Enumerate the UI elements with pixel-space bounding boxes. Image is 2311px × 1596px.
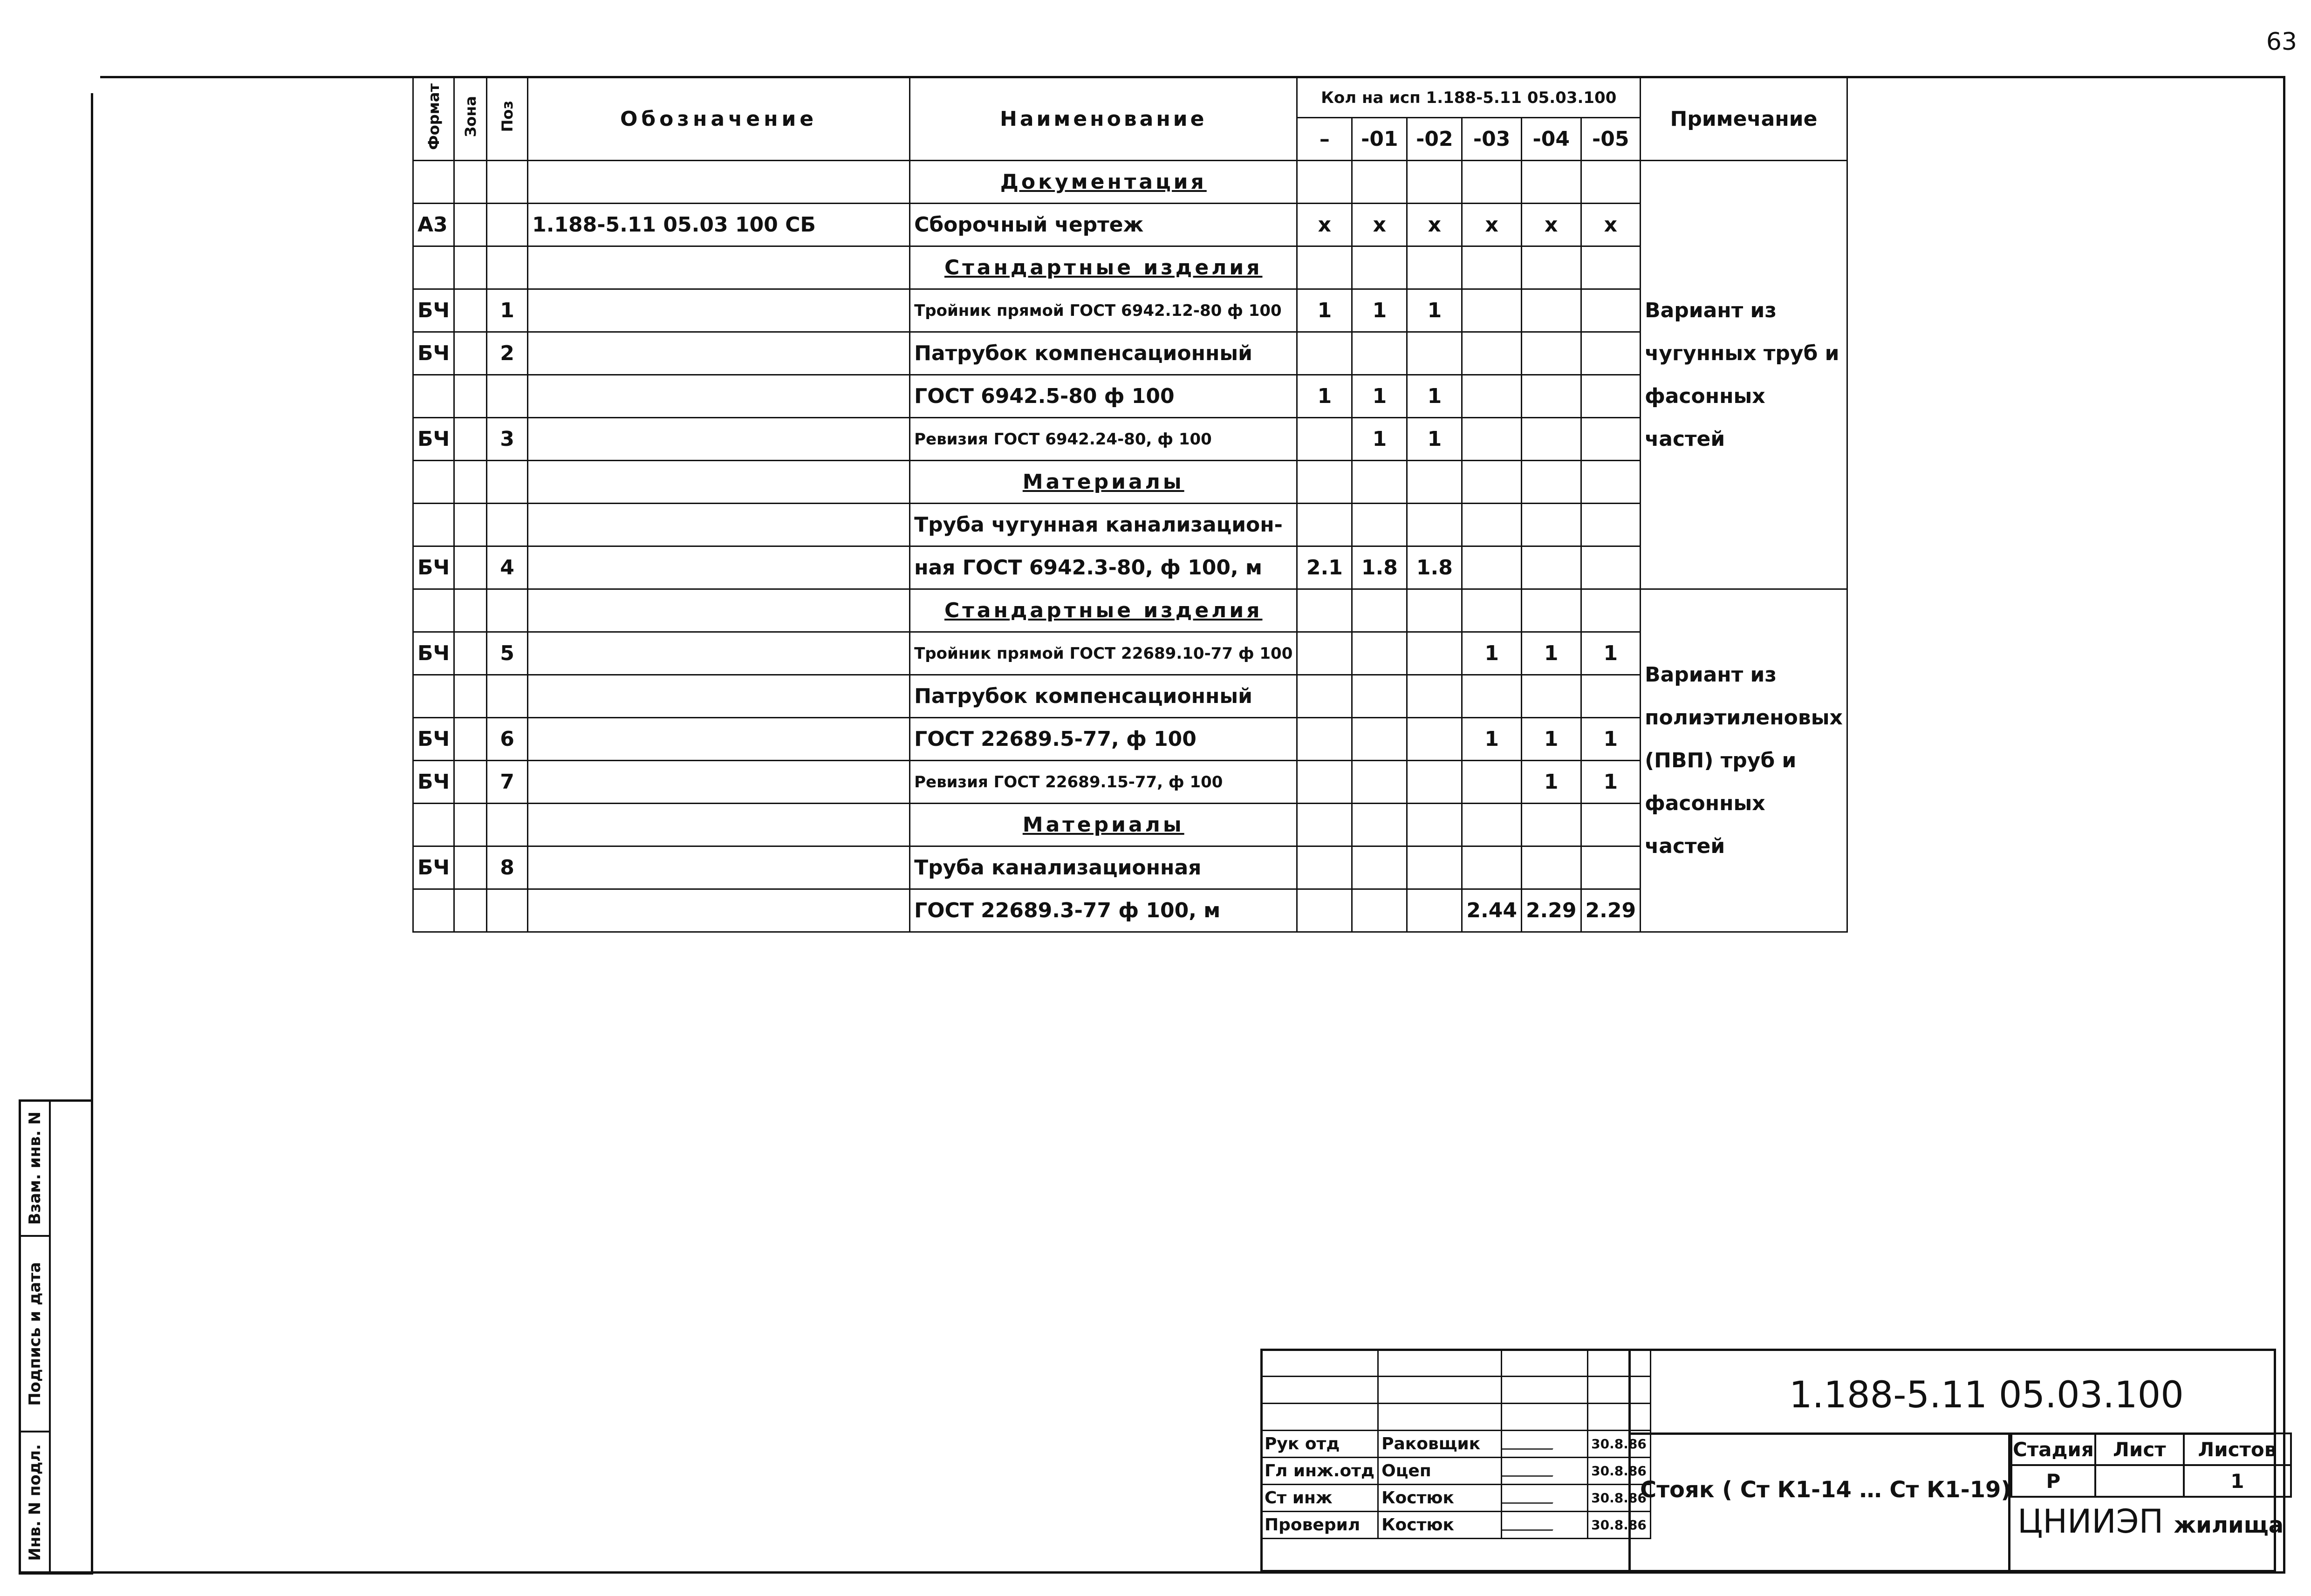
cell-pos: 8	[487, 846, 528, 889]
cell-qty	[1297, 846, 1352, 889]
handwritten-signature	[1502, 1515, 1560, 1531]
header-designation: Обозначение	[528, 78, 910, 161]
cell-name: Сборочный чертеж	[910, 204, 1297, 246]
cell-qty: x	[1581, 204, 1641, 246]
cell-designation	[528, 675, 910, 718]
cell-qty	[1352, 461, 1407, 504]
cell-format: БЧ	[413, 332, 454, 375]
cell-name: Тройник прямой ГОСТ 6942.12-80 ф 100	[910, 289, 1297, 332]
cell-designation	[528, 804, 910, 846]
table-row	[413, 889, 1847, 932]
cell-name: ная ГОСТ 6942.3-80, ф 100, м	[910, 546, 1297, 589]
header-variant: -02	[1407, 118, 1462, 161]
cell-name: Материалы	[910, 461, 1297, 504]
stage-value: Р	[2011, 1465, 2095, 1497]
document-name: Стояк ( Ст К1-14 … Ст К1-19)	[1640, 1477, 2011, 1503]
cell-designation	[528, 546, 910, 589]
cell-qty	[1352, 889, 1407, 932]
cell-qty: 1	[1407, 375, 1462, 418]
cell-format	[413, 161, 454, 204]
table-row	[413, 761, 1847, 804]
section-row	[413, 804, 1847, 846]
cell-qty	[1407, 589, 1462, 632]
table-row	[413, 632, 1847, 675]
cell-pos: 6	[487, 718, 528, 761]
handwritten-signature	[1502, 1461, 1560, 1477]
cell-qty	[1462, 418, 1522, 461]
cell-qty	[1297, 632, 1352, 675]
cell-pos: 4	[487, 546, 528, 589]
cell-designation	[528, 246, 910, 289]
signature-blank-cell	[1378, 1404, 1502, 1431]
signature-row	[1261, 1485, 1651, 1512]
cell-qty	[1581, 332, 1641, 375]
cell-qty: 2.29	[1581, 889, 1641, 932]
cell-format: БЧ	[413, 546, 454, 589]
note-cast-iron: Вариант из чугунных труб и фасонных частей	[1641, 161, 1847, 589]
organization-sub: жилища	[2174, 1512, 2284, 1538]
specification-table	[412, 77, 1848, 933]
cell-format: А3	[413, 204, 454, 246]
signature-blank-cell	[1588, 1377, 1651, 1404]
header-variant: -04	[1521, 118, 1581, 161]
cell-qty	[1407, 504, 1462, 546]
cell-qty	[1297, 418, 1352, 461]
cell-name: ГОСТ 22689.3-77 ф 100, м	[910, 889, 1297, 932]
signature-role: Рук отд	[1261, 1431, 1378, 1458]
cell-designation	[528, 461, 910, 504]
cell-qty: x	[1521, 204, 1581, 246]
cell-format	[413, 889, 454, 932]
cell-format: БЧ	[413, 718, 454, 761]
cell-qty: 1	[1462, 632, 1522, 675]
cell-qty	[1407, 675, 1462, 718]
cell-qty	[1581, 418, 1641, 461]
cell-name: Патрубок компенсационный	[910, 332, 1297, 375]
table-row	[413, 504, 1847, 546]
frame-right-line	[2283, 76, 2285, 1574]
cell-qty	[1462, 589, 1522, 632]
cell-qty	[1521, 375, 1581, 418]
cell-pos: 2	[487, 332, 528, 375]
cell-zone	[454, 204, 487, 246]
signature-date: 30.8.86	[1588, 1431, 1651, 1458]
sheets-value: 1	[2184, 1465, 2291, 1497]
cell-pos	[487, 504, 528, 546]
signature-row	[1261, 1431, 1651, 1458]
strip-inv-orig: Инв. N подл.	[26, 1444, 44, 1561]
signature-blank-cell	[1502, 1377, 1588, 1404]
cell-pos: 3	[487, 418, 528, 461]
cell-qty	[1581, 461, 1641, 504]
cell-format: БЧ	[413, 418, 454, 461]
table-row	[413, 846, 1847, 889]
signature-role: Гл инж.отд	[1261, 1458, 1378, 1485]
cell-qty: 1	[1521, 718, 1581, 761]
signature-date: 30.8.86	[1588, 1485, 1651, 1512]
signature-date: 30.8.86	[1588, 1512, 1651, 1539]
cell-format	[413, 804, 454, 846]
section-row	[413, 461, 1847, 504]
cell-qty	[1462, 461, 1522, 504]
cell-qty	[1581, 375, 1641, 418]
cell-name: ГОСТ 22689.5-77, ф 100	[910, 718, 1297, 761]
cell-format	[413, 504, 454, 546]
cell-qty: 1	[1521, 632, 1581, 675]
cell-qty	[1462, 804, 1522, 846]
cell-format: БЧ	[413, 846, 454, 889]
sheet-value	[2095, 1465, 2184, 1497]
cell-qty	[1407, 846, 1462, 889]
signature-blank-cell	[1502, 1350, 1588, 1377]
cell-qty	[1462, 546, 1522, 589]
cell-pos	[487, 461, 528, 504]
cell-designation	[528, 161, 910, 204]
signature-mark	[1502, 1431, 1588, 1458]
strip-sign-date: Подпись и дата	[21, 1237, 49, 1432]
signature-blank-cell	[1261, 1350, 1378, 1377]
cell-zone	[454, 889, 487, 932]
cell-qty	[1581, 846, 1641, 889]
cell-zone	[454, 375, 487, 418]
sheets-label: Листов	[2184, 1433, 2291, 1465]
cell-qty	[1297, 804, 1352, 846]
cell-designation	[528, 846, 910, 889]
signature-blank-cell	[1378, 1350, 1502, 1377]
cell-name: Ревизия ГОСТ 22689.15-77, ф 100	[910, 761, 1297, 804]
section-row	[413, 246, 1847, 289]
cell-qty: x	[1407, 204, 1462, 246]
cell-pos	[487, 204, 528, 246]
cell-qty	[1352, 675, 1407, 718]
cell-qty	[1407, 246, 1462, 289]
signature-role: Ст инж	[1261, 1485, 1378, 1512]
cell-name: ГОСТ 6942.5-80 ф 100	[910, 375, 1297, 418]
cell-qty: 1	[1462, 718, 1522, 761]
cell-qty: 1	[1581, 761, 1641, 804]
table-row	[413, 675, 1847, 718]
cell-format	[413, 589, 454, 632]
stage-table	[2010, 1432, 2292, 1498]
cell-qty	[1521, 675, 1581, 718]
cell-qty: 1	[1297, 289, 1352, 332]
cell-qty	[1297, 332, 1352, 375]
cell-pos	[487, 675, 528, 718]
cell-designation	[528, 504, 910, 546]
cell-format: БЧ	[413, 632, 454, 675]
cell-qty	[1521, 289, 1581, 332]
cell-zone	[454, 289, 487, 332]
cell-qty	[1521, 332, 1581, 375]
cell-qty: 1	[1581, 718, 1641, 761]
cell-zone	[454, 461, 487, 504]
cell-zone	[454, 632, 487, 675]
handwritten-signature	[1502, 1434, 1560, 1450]
cell-qty: 1	[1297, 375, 1352, 418]
signature-name: Раковщик	[1378, 1431, 1502, 1458]
table-row	[413, 289, 1847, 332]
cell-pos	[487, 804, 528, 846]
cell-qty	[1407, 718, 1462, 761]
cell-qty	[1581, 546, 1641, 589]
section-row	[413, 589, 1847, 632]
cell-pos	[487, 375, 528, 418]
cell-designation	[528, 332, 910, 375]
cell-pos: 5	[487, 632, 528, 675]
cell-zone	[454, 846, 487, 889]
cell-zone	[454, 589, 487, 632]
cell-pos: 7	[487, 761, 528, 804]
cell-designation: 1.188-5.11 05.03 100 СБ	[528, 204, 910, 246]
cell-qty	[1352, 846, 1407, 889]
cell-qty	[1462, 761, 1522, 804]
signature-mark	[1502, 1512, 1588, 1539]
cell-qty	[1462, 504, 1522, 546]
cell-qty	[1521, 246, 1581, 289]
cell-name: Документация	[910, 161, 1297, 204]
cell-qty	[1407, 161, 1462, 204]
cell-qty	[1462, 246, 1522, 289]
cell-qty	[1297, 504, 1352, 546]
signature-blank-row	[1261, 1404, 1651, 1431]
cell-format: БЧ	[413, 761, 454, 804]
table-row	[413, 204, 1847, 246]
cell-name: Стандартные изделия	[910, 589, 1297, 632]
cell-pos	[487, 161, 528, 204]
signatures-table	[1260, 1349, 1651, 1539]
cell-qty: 1	[1352, 418, 1407, 461]
sheet-label: Лист	[2095, 1433, 2184, 1465]
cell-qty	[1352, 589, 1407, 632]
cell-qty: 1	[1581, 632, 1641, 675]
cell-qty: 2.44	[1462, 889, 1522, 932]
cell-qty	[1297, 161, 1352, 204]
cell-qty	[1352, 632, 1407, 675]
cell-qty: 1	[1521, 761, 1581, 804]
cell-qty	[1462, 846, 1522, 889]
header-qty-title: Кол на исп 1.188-5.11 05.03.100	[1297, 78, 1641, 118]
cell-qty	[1352, 504, 1407, 546]
cell-qty	[1521, 461, 1581, 504]
header-variant: –	[1297, 118, 1352, 161]
header-name: Наименование	[910, 78, 1297, 161]
cell-designation	[528, 589, 910, 632]
cell-qty	[1521, 846, 1581, 889]
table-row	[413, 375, 1847, 418]
cell-name: Труба чугунная канализацион-	[910, 504, 1297, 546]
cell-designation	[528, 418, 910, 461]
cell-qty	[1462, 375, 1522, 418]
signature-mark	[1502, 1485, 1588, 1512]
signature-name: Костюк	[1378, 1512, 1502, 1539]
header-zone: Зона	[454, 78, 487, 161]
cell-qty	[1352, 761, 1407, 804]
cell-zone	[454, 418, 487, 461]
cell-qty	[1407, 804, 1462, 846]
spec-body	[413, 161, 1847, 932]
cell-designation	[528, 375, 910, 418]
cell-format	[413, 675, 454, 718]
cell-qty	[1407, 632, 1462, 675]
cell-designation	[528, 761, 910, 804]
strip-inner-line	[49, 1102, 51, 1572]
cell-zone	[454, 546, 487, 589]
cell-qty: x	[1352, 204, 1407, 246]
cell-zone	[454, 761, 487, 804]
signature-name: Оцеп	[1378, 1458, 1502, 1485]
header-variant: -01	[1352, 118, 1407, 161]
cell-qty	[1297, 589, 1352, 632]
cell-qty	[1352, 804, 1407, 846]
cell-qty	[1407, 761, 1462, 804]
cell-qty	[1352, 332, 1407, 375]
table-row	[413, 546, 1847, 589]
signature-name: Костюк	[1378, 1485, 1502, 1512]
cell-zone	[454, 804, 487, 846]
cell-name: Труба канализационная	[910, 846, 1297, 889]
signature-date: 30.8.86	[1588, 1458, 1651, 1485]
organization	[2017, 1502, 2284, 1541]
cell-qty: 1	[1407, 418, 1462, 461]
header-pos: Поз	[487, 78, 528, 161]
header-variant: -03	[1462, 118, 1522, 161]
organization-main: ЦНИИЭП	[2017, 1502, 2164, 1541]
cell-name: Стандартные изделия	[910, 246, 1297, 289]
cell-zone	[454, 675, 487, 718]
cell-qty	[1297, 246, 1352, 289]
cell-qty	[1581, 246, 1641, 289]
cell-qty: 2.1	[1297, 546, 1352, 589]
signature-blank-cell	[1261, 1404, 1378, 1431]
cell-qty	[1462, 332, 1522, 375]
cell-zone	[454, 718, 487, 761]
cell-qty	[1581, 804, 1641, 846]
cell-qty	[1297, 718, 1352, 761]
table-row	[413, 418, 1847, 461]
cell-pos: 1	[487, 289, 528, 332]
cell-zone	[454, 504, 487, 546]
section-row	[413, 161, 1847, 204]
cell-qty: x	[1462, 204, 1522, 246]
signature-mark	[1502, 1458, 1588, 1485]
page-number: 63	[2266, 28, 2297, 56]
cell-designation	[528, 889, 910, 932]
cell-format	[413, 461, 454, 504]
cell-qty	[1521, 161, 1581, 204]
cell-qty	[1297, 889, 1352, 932]
cell-qty	[1521, 804, 1581, 846]
signature-blank-cell	[1588, 1404, 1651, 1431]
cell-format	[413, 375, 454, 418]
signature-blank-cell	[1378, 1377, 1502, 1404]
cell-qty	[1521, 546, 1581, 589]
cell-qty	[1581, 289, 1641, 332]
cell-qty	[1521, 589, 1581, 632]
cell-qty: 1	[1352, 289, 1407, 332]
cell-designation	[528, 718, 910, 761]
cell-designation	[528, 289, 910, 332]
cell-zone	[454, 246, 487, 289]
cell-qty	[1297, 461, 1352, 504]
cell-pos	[487, 589, 528, 632]
header-variant: -05	[1581, 118, 1641, 161]
cell-qty	[1462, 161, 1522, 204]
cell-qty	[1407, 461, 1462, 504]
signature-row	[1261, 1512, 1651, 1539]
cell-qty	[1297, 761, 1352, 804]
cell-name: Патрубок компенсационный	[910, 675, 1297, 718]
cell-qty	[1581, 675, 1641, 718]
strip-replace-inv: Взам. инв. N	[21, 1102, 49, 1237]
cell-qty	[1462, 675, 1522, 718]
cell-zone	[454, 161, 487, 204]
cell-qty: 1.8	[1352, 546, 1407, 589]
binding-strip	[19, 1099, 93, 1575]
table-row	[413, 332, 1847, 375]
cell-qty: 1	[1407, 289, 1462, 332]
cell-qty	[1581, 161, 1641, 204]
cell-qty	[1462, 289, 1522, 332]
cell-pos	[487, 889, 528, 932]
signature-row	[1261, 1458, 1651, 1485]
cell-qty: 2.29	[1521, 889, 1581, 932]
cell-format	[413, 246, 454, 289]
header-note: Примечание	[1641, 78, 1847, 161]
cell-qty	[1521, 418, 1581, 461]
cell-qty: 1	[1352, 375, 1407, 418]
cell-pos	[487, 246, 528, 289]
cell-qty	[1407, 889, 1462, 932]
cell-qty	[1297, 675, 1352, 718]
cell-qty: 1.8	[1407, 546, 1462, 589]
cell-zone	[454, 332, 487, 375]
cell-format: БЧ	[413, 289, 454, 332]
signature-blank-cell	[1588, 1350, 1651, 1377]
stage-label: Стадия	[2011, 1433, 2095, 1465]
cell-qty: x	[1297, 204, 1352, 246]
signature-role: Проверил	[1261, 1512, 1378, 1539]
header-format: Формат	[413, 78, 454, 161]
cell-designation	[528, 632, 910, 675]
cell-name: Ревизия ГОСТ 6942.24-80, ф 100	[910, 418, 1297, 461]
signature-blank-row	[1261, 1350, 1651, 1377]
cell-qty	[1407, 332, 1462, 375]
cell-qty	[1352, 161, 1407, 204]
cell-qty	[1581, 589, 1641, 632]
document-code: 1.188-5.11 05.03.100	[1789, 1374, 2184, 1416]
cell-qty	[1581, 504, 1641, 546]
table-row	[413, 718, 1847, 761]
signature-blank-cell	[1502, 1404, 1588, 1431]
cell-qty	[1521, 504, 1581, 546]
cell-qty	[1352, 246, 1407, 289]
signature-blank-cell	[1261, 1377, 1378, 1404]
signature-blank-row	[1261, 1377, 1651, 1404]
note-polyethylene: Вариант из полиэтиленовых (ПВП) труб и фасонных частей	[1641, 589, 1847, 932]
cell-qty	[1352, 718, 1407, 761]
handwritten-signature	[1502, 1488, 1560, 1504]
cell-name: Материалы	[910, 804, 1297, 846]
cell-name: Тройник прямой ГОСТ 22689.10-77 ф 100	[910, 632, 1297, 675]
